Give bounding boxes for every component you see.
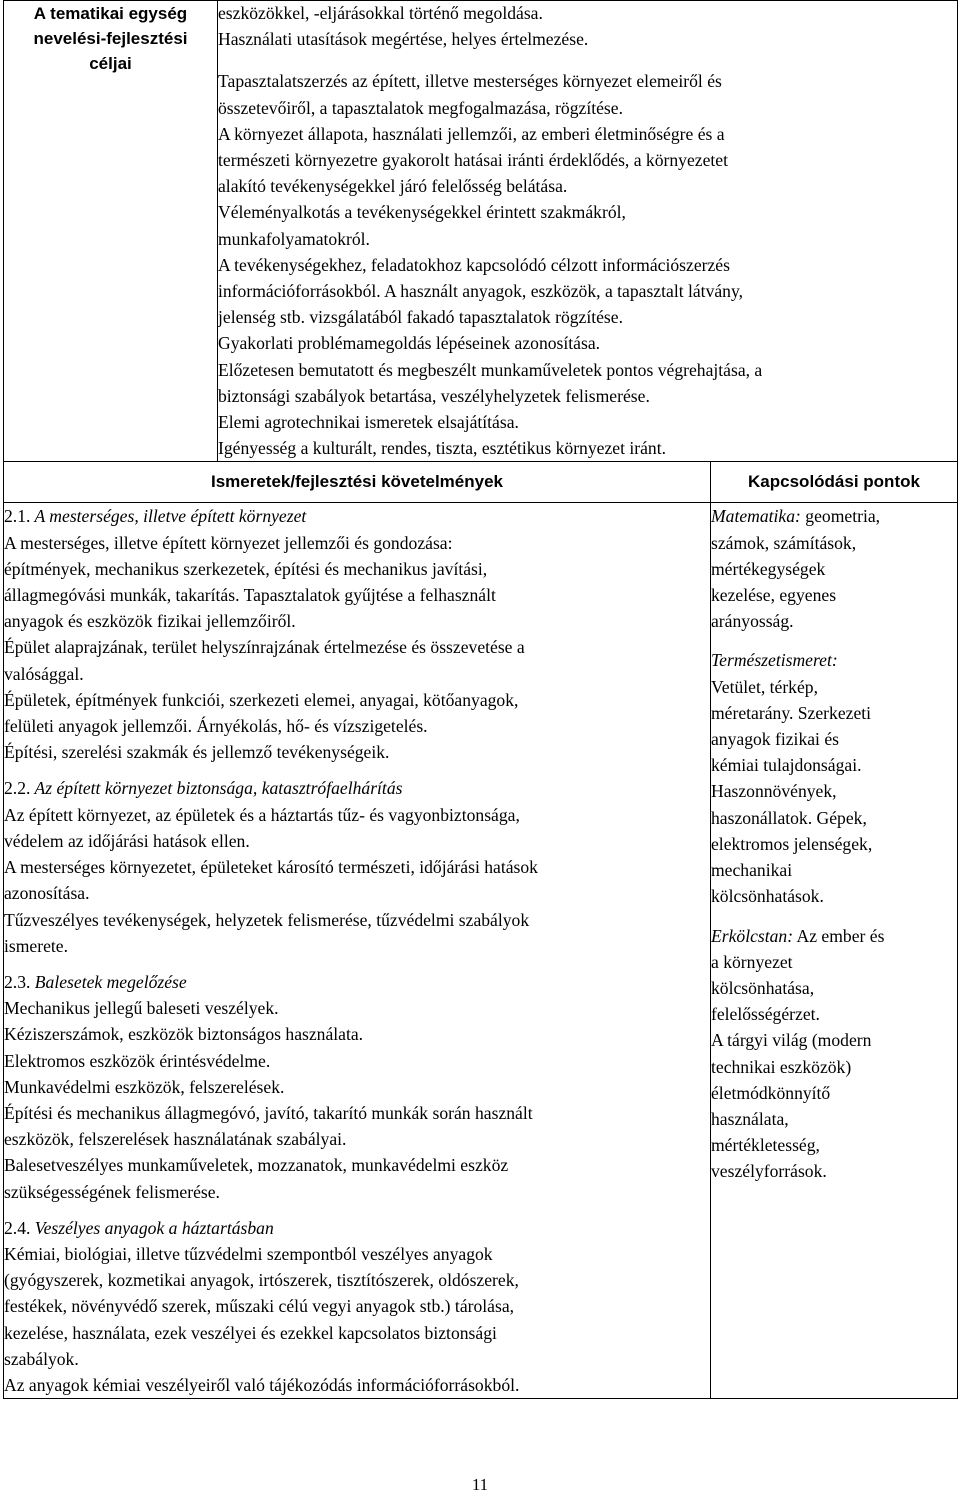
section-heading	[4, 775, 710, 801]
goals-line: Tapasztalatszerzés az épített, illetve mesterséges környezet elemeiről és	[218, 71, 722, 92]
section-line: Munkavédelmi eszközök, felszerelések.	[4, 1076, 285, 1097]
section-title: Balesetek megelőzése	[34, 971, 187, 992]
goals-line: természeti környezetre gyakorolt hatásai iránti érdeklődés, a környezetet	[218, 150, 728, 171]
section-line: Épület alaprajzának, terület helyszínrajzának értelmezése és összevetése a	[4, 637, 525, 658]
section-number: 2.4.	[4, 1217, 31, 1238]
section-line: A mesterséges környezetet, épületeket károsító természeti, időjárási hatások	[4, 857, 538, 878]
link-subject: Természetismeret:	[711, 650, 838, 671]
content-row	[4, 503, 958, 1399]
goals-line: A környezet állapota, használati jellemzői, az emberi életminőségre és a	[218, 123, 725, 144]
link-line: Haszonnövények,	[711, 781, 837, 802]
section-line: festékek, növényvédő szerek, műszaki célú vegyi anyagok stb.) tárolása,	[4, 1296, 515, 1317]
goals-line: információforrásokból. A használt anyagok, eszközök, a tapasztalt látvány,	[218, 281, 744, 302]
link-line: Vetület, térkép,	[711, 676, 818, 697]
links-header: Kapcsolódási pontok	[711, 462, 958, 503]
link-line: kezelése, egyenes	[711, 585, 837, 606]
section-number: 2.3.	[4, 971, 31, 992]
goals-line: munkafolyamatokról.	[218, 228, 370, 249]
section-heading	[4, 969, 710, 995]
goals-label-cell	[4, 1, 218, 462]
goals-line: jelenség stb. vizsgálatából fakadó tapasztalatok rögzítése.	[218, 307, 623, 328]
goals-line: A tevékenységekhez, feladatokhoz kapcsolódó célzott információszerzés	[218, 254, 730, 275]
section-line: eszközök, felszerelések használatának szabályai.	[4, 1129, 347, 1150]
section-line: felületi anyagok jellemzői. Árnyékolás, hő- és vízszigetelés.	[4, 716, 428, 737]
link-line: használata,	[711, 1108, 789, 1129]
section-heading	[4, 503, 710, 529]
section-2-2	[4, 775, 710, 958]
curriculum-table	[3, 0, 958, 1399]
section-line: Az anyagok kémiai veszélyeiről való tájékozódás információforrásokból.	[4, 1374, 520, 1395]
link-erkolcstan	[711, 923, 957, 1185]
goals-line: Elemi agrotechnikai ismeretek elsajátítása.	[218, 412, 519, 433]
section-line: ismerete.	[4, 935, 68, 956]
link-line: mértékletesség,	[711, 1135, 820, 1156]
link-first-line	[711, 503, 957, 529]
section-line: anyagok és eszközök fizikai jellemzőiről.	[4, 611, 296, 632]
goals-line: Igényesség a kulturált, rendes, tiszta, esztétikus környezet iránt.	[218, 438, 666, 459]
section-line: kezelése, használata, ezek veszélyei és ezekkel kapcsolatos biztonsági	[4, 1322, 497, 1343]
section-line: azonosítása.	[4, 883, 90, 904]
goals-line: biztonsági szabályok betartása, veszélyhelyzetek felismerése.	[218, 385, 650, 406]
section-line: Az épített környezet, az épületek és a háztartás tűz- és vagyonbiztonsága,	[4, 804, 520, 825]
goals-line: Használati utasítások megértése, helyes értelmezése.	[218, 29, 589, 50]
section-line: Épületek, építmények funkciói, szerkezeti elemei, anyagai, kötőanyagok,	[4, 689, 519, 710]
section-line: szükségességének felismerése.	[4, 1181, 220, 1202]
link-line: életmódkönnyítő	[711, 1082, 831, 1103]
link-line: technikai eszközök)	[711, 1056, 852, 1077]
section-title: Veszélyes anyagok a háztartásban	[34, 1217, 274, 1238]
goals-line: Gyakorlati problémamegoldás lépéseinek azonosítása.	[218, 333, 601, 354]
section-line: Kémiai, biológiai, illetve tűzvédelmi szempontból veszélyes anyagok	[4, 1243, 493, 1264]
knowledge-header: Ismeretek/fejlesztési követelmények	[4, 462, 711, 503]
section-title: Az épített környezet biztonsága, katasztrófaelhárítás	[34, 778, 403, 799]
link-line: a környezet	[711, 951, 793, 972]
knowledge-cell	[4, 503, 711, 1399]
section-line: (gyógyszerek, kozmetikai anyagok, irtószerek, tisztítószerek, oldószerek,	[4, 1270, 519, 1291]
goals-line: összetevőiről, a tapasztalatok megfogalmazása, rögzítése.	[218, 97, 623, 118]
section-2-3	[4, 969, 710, 1205]
section-line: Tűzveszélyes tevékenységek, helyzetek felismerése, tűzvédelmi szabályok	[4, 909, 530, 930]
goals-label-line: nevelési-fejlesztési	[33, 29, 188, 48]
link-line: felelősségérzet.	[711, 1004, 820, 1025]
section-line: A mesterséges, illetve épített környezet jellemzői és gondozása:	[4, 532, 453, 553]
link-line: számok, számítások,	[711, 532, 857, 553]
goals-line: Előzetesen bemutatott és megbeszélt munkaműveletek pontos végrehajtása, a	[218, 359, 763, 380]
link-line: mértékegységek	[711, 558, 826, 579]
goals-text-cell	[218, 1, 958, 462]
section-line: valósággal.	[4, 663, 84, 684]
link-line: veszélyforrások.	[711, 1161, 827, 1182]
goals-line: eszközökkel, -eljárásokkal történő megoldása.	[218, 3, 543, 23]
section-line: állagmegóvási munkák, takarítás. Tapasztalatok gyűjtése a felhasznált	[4, 585, 496, 606]
link-line: kémiai tulajdonságai.	[711, 755, 862, 776]
link-line: kölcsönhatások.	[711, 886, 824, 907]
link-line: kölcsönhatása,	[711, 977, 815, 998]
goals-line: alakító tevékenységekkel járó felelősség belátása.	[218, 176, 568, 197]
section-number: 2.2.	[4, 778, 31, 799]
link-subject: Erkölcstan:	[711, 925, 794, 946]
link-matematika	[711, 503, 957, 634]
section-2-1	[4, 503, 710, 765]
section-line: Építési és mechanikus állagmegóvó, javító, takarító munkák során használt	[4, 1102, 533, 1123]
header-row	[4, 462, 958, 503]
link-subject: Matematika:	[711, 506, 801, 527]
goals-label-line: A tematikai egység	[33, 4, 188, 23]
link-line: anyagok fizikai és	[711, 729, 839, 750]
section-line: Építési, szerelési szakmák és jellemző tevékenységeik.	[4, 742, 390, 763]
link-first-text: Az ember és	[793, 925, 885, 946]
section-line: Kéziszerszámok, eszközök biztonságos használata.	[4, 1024, 364, 1045]
section-heading	[4, 1215, 710, 1241]
link-first-line	[711, 647, 957, 673]
link-line: mechanikai	[711, 860, 793, 881]
section-title: A mesterséges, illetve épített környezet	[34, 506, 307, 527]
link-line: méretarány. Szerkezeti	[711, 702, 872, 723]
goals-spacer	[218, 52, 957, 68]
section-2-4	[4, 1215, 710, 1398]
link-line: A tárgyi világ (modern	[711, 1030, 872, 1051]
goals-row	[4, 1, 958, 462]
link-line: elektromos jelenségek,	[711, 833, 873, 854]
goals-label-line: céljai	[89, 54, 132, 73]
section-number: 2.1.	[4, 506, 31, 527]
section-line: építmények, mechanikus szerkezetek, építési és mechanikus javítási,	[4, 558, 488, 579]
page-number: 11	[471, 1475, 489, 1494]
section-line: szabályok.	[4, 1348, 79, 1369]
section-line: védelem az időjárási hatások ellen.	[4, 830, 250, 851]
link-first-text: geometria,	[800, 506, 881, 527]
links-cell	[711, 503, 958, 1399]
section-line: Balesetveszélyes munkaműveletek, mozzanatok, munkavédelmi eszköz	[4, 1155, 509, 1176]
link-termeszetismeret	[711, 647, 957, 909]
section-line: Mechanikus jellegű baleseti veszélyek.	[4, 998, 279, 1019]
link-line: arányosság.	[711, 611, 794, 632]
section-line: Elektromos eszközök érintésvédelme.	[4, 1050, 271, 1071]
link-line: haszonállatok. Gépek,	[711, 807, 867, 828]
goals-line: Véleményalkotás a tevékenységekkel érintett szakmákról,	[218, 202, 626, 223]
link-first-line	[711, 923, 957, 949]
